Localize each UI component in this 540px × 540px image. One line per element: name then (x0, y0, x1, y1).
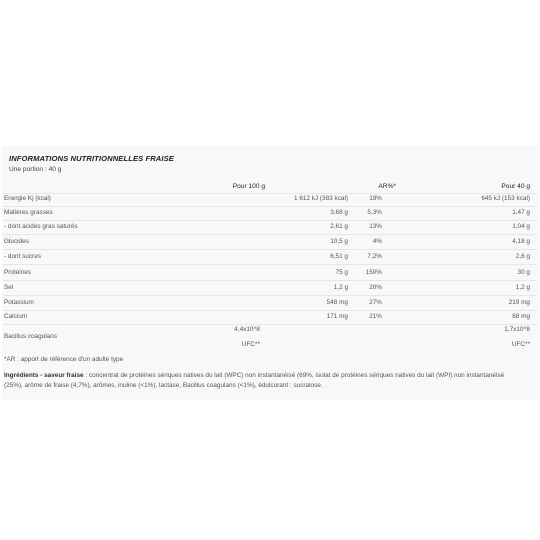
row-separator (3, 234, 537, 235)
row-label: Sel (4, 284, 14, 291)
bacillus-per-40g-unit: UFC** (511, 341, 530, 348)
row-per-40g: 68 mg (512, 313, 530, 320)
row-separator (3, 206, 537, 207)
ar-footnote: *AR : apport de référence d'un adulte type (4, 356, 124, 363)
row-per-40g: 1,47 g (512, 209, 530, 216)
row-label: Matières grasses (4, 209, 53, 216)
row-ar-percent: 5,3% (367, 209, 382, 216)
row-per-100g: 171 mg (326, 313, 348, 320)
row-per-40g: 2,6 g (515, 253, 530, 260)
row-separator (3, 220, 537, 221)
row-label: Calcium (4, 313, 28, 320)
row-per-100g: 10,5 g (330, 238, 348, 245)
row-separator (3, 310, 537, 311)
portion-size: Une portion : 40 g (9, 166, 62, 173)
row-label: - dont acides gras saturés (4, 223, 78, 230)
header-separator (3, 193, 537, 194)
nutrition-title: INFORMATIONS NUTRITIONNELLES FRAISE (9, 154, 174, 163)
header-per-100g: Pour 100 g (232, 183, 265, 190)
row-label: Energie Kj (kcal) (4, 195, 51, 202)
row-separator (3, 280, 537, 281)
row-ar-percent: 20% (369, 284, 382, 291)
row-per-40g: 1,04 g (512, 223, 530, 230)
row-per-40g: 30 g (517, 269, 530, 276)
row-separator (3, 295, 537, 296)
row-ar-percent: 7,2% (367, 253, 382, 260)
row-label: Protéines (4, 269, 31, 276)
row-per-40g: 219 mg (508, 299, 530, 306)
row-ar-percent: 19% (369, 195, 382, 202)
row-ar-percent: 13% (369, 223, 382, 230)
row-ar-percent: 150% (365, 269, 382, 276)
bacillus-per-40g: 1,7x10^8 (504, 326, 530, 333)
row-per-100g: 75 g (335, 269, 348, 276)
row-ar-percent: 21% (369, 313, 382, 320)
row-per-100g: 1 612 kJ (383 kcal) (294, 195, 348, 202)
header-ar-percent: AR%* (378, 183, 396, 190)
row-per-100g: 1,2 g (333, 284, 348, 291)
bacillus-per-100g (234, 326, 260, 333)
row-per-40g: 1,2 g (515, 284, 530, 291)
row-ar-percent: 4% (372, 238, 382, 245)
ingredients-text (4, 371, 524, 391)
row-per-100g: 6,51 g (330, 253, 348, 260)
row-label: - dont sucres (4, 253, 41, 260)
bacillus-label: Bacillus coagulans (4, 333, 57, 340)
ingredients-heading: Ingrédients - saveur fraise (4, 372, 84, 379)
row-per-40g: 4,18 g (512, 238, 530, 245)
row-separator (3, 249, 537, 250)
row-label: Glucides (4, 238, 29, 245)
row-per-40g: 645 kJ (153 kcal) (481, 195, 530, 202)
ingredients-list: : concentrat de protéines sériques natives du lait (WPC) non instantanéisé (69%, isolat de protéines sériques natives du lait (WPI) non instantanéisé (25%), arôme de fraise (4,7%), arômes, inuline (<1%), lactase, Bacillus coagulans (<1%), édulcorant : sucralose. (4, 372, 505, 389)
row-per-100g: 2,61 g (330, 223, 348, 230)
row-label: Potassium (4, 299, 34, 306)
header-per-40g: Pour 40 g (501, 183, 530, 190)
bacillus-per-100g-value: 4,4x10^8 (234, 326, 260, 333)
row-per-100g: 548 mg (326, 299, 348, 306)
row-per-100g: 3,68 g (330, 209, 348, 216)
bacillus-per-100g-unit: UFC** (241, 341, 260, 348)
row-separator (3, 324, 537, 325)
row-separator (3, 264, 537, 265)
row-ar-percent: 27% (369, 299, 382, 306)
